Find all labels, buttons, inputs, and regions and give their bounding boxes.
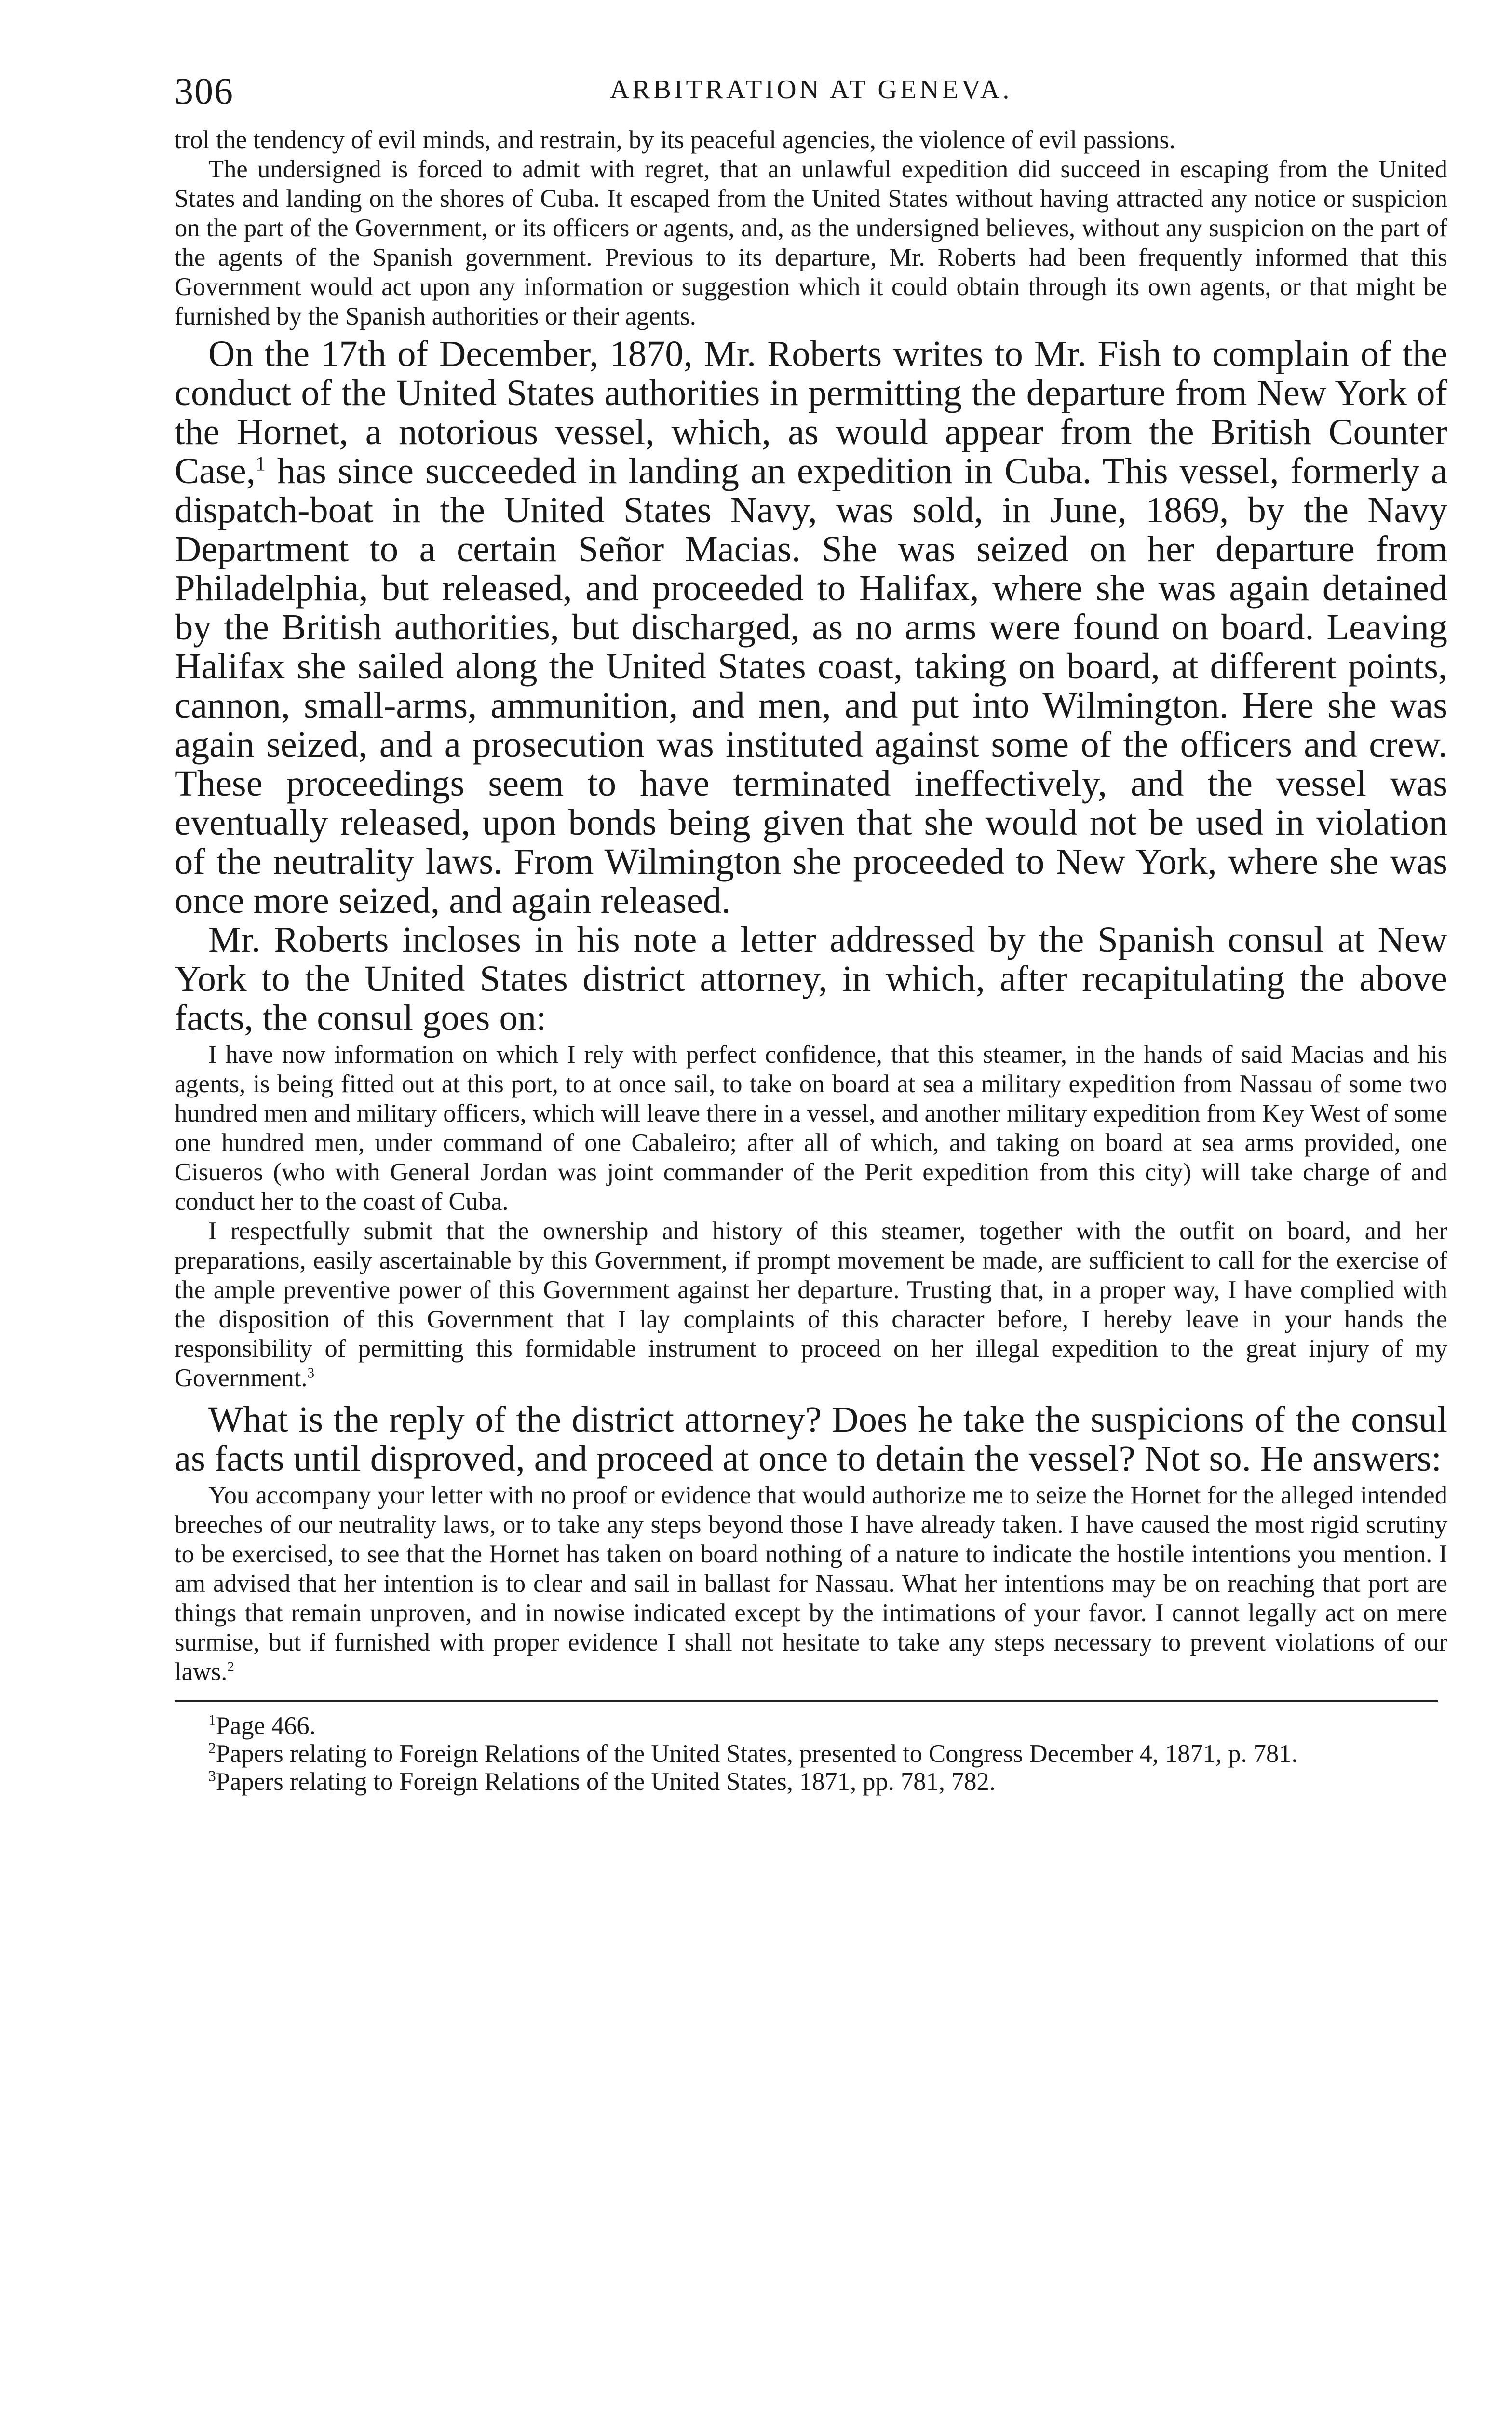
footnote-reference: 2 [227, 1659, 234, 1675]
paragraph-hornet-account-part2: has since succeeded in landing an expedition in Cuba. This vessel, formerly a dispatch-boat in the United States Navy, was sold, in June, 1869, by the Navy Department to a certain Señor Macias. She was seized on her departure from Philadelphia, but released, and proceeded to Halifax, where she was again detained by the British authorities, but discharged, as no arms were found on board. Leaving Halifax she sailed along the United States coast, taking on board, at different points, cannon, small-arms, ammunition, and men, and put into Wilmington. Here she was again seized, and a prosecution was instituted against some of the officers and crew. These proceedings seem to have terminated ineffectively, and the vessel was eventually released, upon bonds being given that she would not be used in violation of the neutrality laws. From Wilmington she proceeded to New York, where she was once more seized, and again released. [175, 450, 1447, 921]
quoted-consul-submission [175, 1217, 1447, 1393]
book-page [175, 72, 1447, 1796]
footnote-reference: 3 [307, 1365, 314, 1381]
quoted-district-attorney-reply [175, 1481, 1447, 1687]
page-header [175, 72, 1447, 125]
running-head: ARBITRATION AT GENEVA. [609, 75, 1012, 105]
quoted-consul-information: I have now information on which I rely with perfect confidence, that this steamer, in the hands of said Macias and his agents, is being fitted out at this port, to at once sail, to take on board at sea a military expedition from Nassau of some two hundred men and military officers, which will leave there in a vessel, and another military expedition from Key West of some one hundred men, under command of one Cabaleiro; after all of which, and taking on board at sea arms provided, one Cisueros (who with General Jordan was joint commander of the Perit expedition from this city) will take charge of and conduct her to the coast of Cuba. [175, 1041, 1447, 1216]
paragraph-continuation: trol the tendency of evil minds, and restrain, by its peaceful agencies, the violence of evil passions. [175, 126, 1176, 154]
footnote-divider [175, 1700, 1438, 1702]
paragraph-consul-letter-intro: Mr. Roberts incloses in his note a letter addressed by the Spanish consul at New York to the United States district attorney, in which, after recapitulating the above facts, the consul goes on: [175, 919, 1447, 1038]
footnote [175, 1768, 1447, 1796]
footnote [175, 1712, 1447, 1740]
footnotes [175, 1712, 1447, 1796]
footnote-text: Page 466. [216, 1712, 316, 1740]
paragraph-hornet-account-part1: On the 17th of December, 1870, Mr. Roberts writes to Mr. Fish to complain of the conduct of the United States authorities in permitting the departure from New York of the Hornet, a notorious vessel, which, as would appear from the British Counter Case, [175, 333, 1447, 491]
footnote-text: Papers relating to Foreign Relations of the United States, 1871, pp. 781, 782. [216, 1768, 996, 1796]
footnote [175, 1740, 1447, 1768]
footnote-mark: 2 [208, 1739, 216, 1757]
paragraph-hornet-account [175, 334, 1447, 920]
quoted-consul-submission-text: I respectfully submit that the ownership and history of this steamer, together with the outfit on board, and her preparations, easily ascertainable by this Government, if prompt movement be made, are sufficient to call for the exercise of the ample preventive power of this Government against her departure. Trusting that, in a proper way, I have complied with the disposition of this Government that I lay complaints of this character before, I hereby leave in your hands the responsibility of permitting this formidable instrument to proceed on her illegal expedition to the great injury of my Government. [175, 1217, 1447, 1392]
footnote-mark: 1 [208, 1711, 216, 1729]
footnote-text: Papers relating to Foreign Relations of the United States, presented to Congress December 4, 1871, p. 781. [216, 1740, 1298, 1768]
quoted-district-attorney-reply-text: You accompany your letter with no proof or evidence that would authorize me to seize the Hornet for the alleged intended breeches of our neutrality laws, or to take any steps beyond those I have already taken. I have caused the most rigid scrutiny to be exercised, to see that the Hornet has taken on board nothing of a nature to indicate the hostile intentions you mention. I am advised that her intention is to clear and sail in ballast for Nassau. What her intentions may be on reaching that port are things that remain unproven, and in nowise indicated except by the intimations of your favor. I cannot legally act on mere surmise, but if furnished with proper evidence I shall not hesitate to take any steps necessary to prevent violations of our laws. [175, 1481, 1447, 1686]
paragraph-undersigned-admission: The undersigned is forced to admit with regret, that an unlawful expedition did succeed in escaping from the United States and landing on the shores of Cuba. It escaped from the United States without having attracted any notice or suspicion on the part of the Government, or its officers or agents, and, as the undersigned believes, without any suspicion on the part of the agents of the Spanish government. Previous to its departure, Mr. Roberts had been frequently informed that this Government would act upon any information or suggestion which it could obtain through its own agents, or that might be furnished by the Spanish authorities or their agents. [175, 155, 1447, 330]
footnote-reference: 1 [255, 453, 266, 475]
footnote-mark: 3 [208, 1767, 216, 1785]
paragraph-district-attorney-question: What is the reply of the district attorney? Does he take the suspicions of the consul as facts until disproved, and proceed at once to detain the vessel? Not so. He answers: [175, 1399, 1447, 1479]
page-number: 306 [175, 70, 234, 112]
